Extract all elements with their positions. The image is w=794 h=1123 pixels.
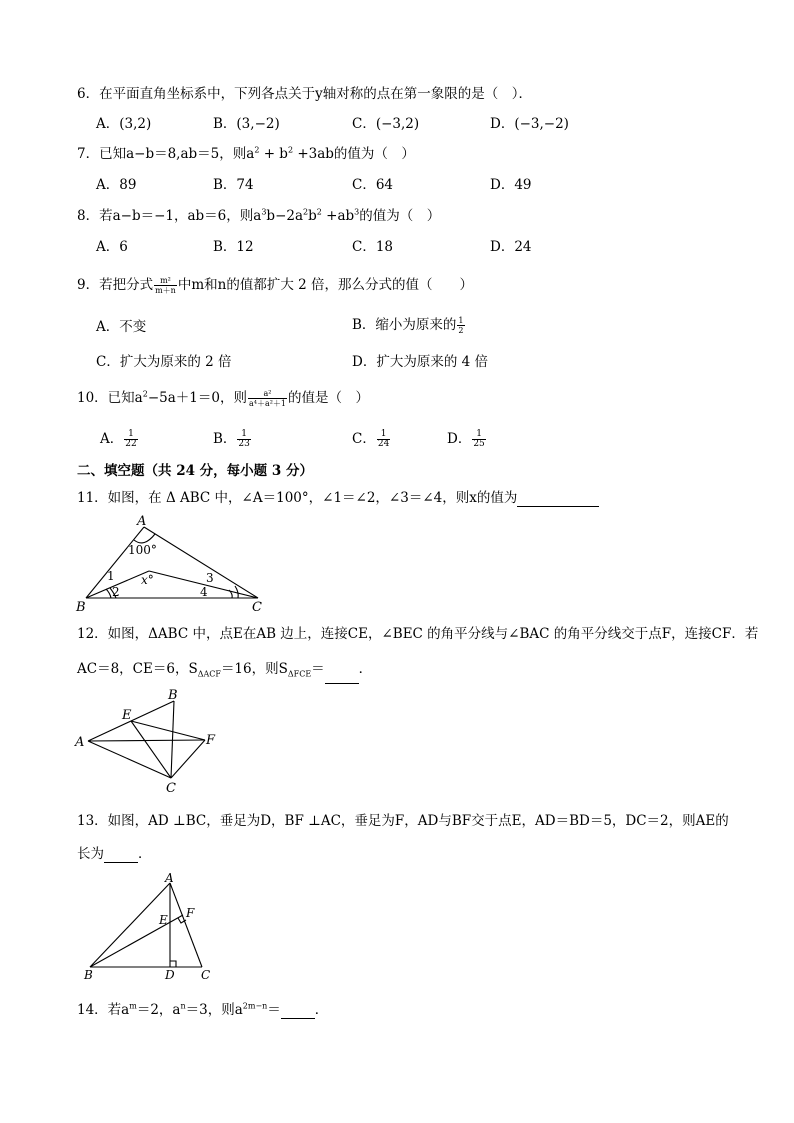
q12-label-a: A xyxy=(75,735,85,750)
q11-label-a: A xyxy=(137,514,147,529)
q11-triangle-figure xyxy=(70,510,270,615)
q6-option-d: D．(−3,−2) xyxy=(490,116,569,132)
q10-option-a: A． $\frac{1}{22}$ xyxy=(100,429,137,449)
q10-fraction: $\frac{\text{a²}}{\text{a⁴＋a²＋1}}$ xyxy=(248,389,287,408)
q12-label-e: E xyxy=(122,708,132,723)
q9-option-c: C．扩大为原来的 2 倍 xyxy=(96,354,232,370)
q12-answer-blank[interactable] xyxy=(325,669,359,684)
q13-label-c: C xyxy=(201,968,211,982)
question-6-stem: 6．在平面直角坐标系中，下列各点关于y轴对称的点在第一象限的是（ ）． xyxy=(77,86,532,102)
q7-option-b: B．74 xyxy=(213,177,254,193)
question-11-stem: 11．如图，在 Δ ABC 中，∠A＝100°，∠1＝∠2，∠3＝∠4，则x的值为 xyxy=(77,489,599,507)
q11-angle-x-label: x° xyxy=(141,573,154,587)
q11-answer-blank[interactable] xyxy=(517,492,599,507)
question-10-stem: 10．已知$a^2-5a+1=0$，则 $\frac{\text{a²}}{\text{a⁴＋a²＋1}}$ 的值是（ ） xyxy=(77,389,370,408)
q6-option-b: B．(3,−2) xyxy=(213,116,280,132)
q9-option-d: D．扩大为原来的 4 倍 xyxy=(352,354,488,370)
q11-angle-1-label: 1 xyxy=(107,569,115,583)
q8-option-c: C．18 xyxy=(352,239,394,255)
q11-label-c: C xyxy=(252,600,262,615)
q13-label-d: D xyxy=(165,968,175,982)
q6-option-c: C．(−3,2) xyxy=(352,116,420,132)
q13-label-e: E xyxy=(159,913,168,927)
q7-option-c: C．64 xyxy=(352,177,394,193)
q7-option-d: D．49 xyxy=(490,177,532,193)
q13-label-b: B xyxy=(84,968,93,982)
section-heading-fill-in: 二、填空题（共 24 分，每小题 3 分） xyxy=(77,463,313,479)
q11-angle-2-label: 2 xyxy=(112,585,120,599)
question-8-stem: 8．若a−b＝−1，ab＝6，则$a^3b-2a^2b^2 +ab^3$的值为（ ） xyxy=(77,207,441,224)
q12-label-b: B xyxy=(168,688,178,703)
q11-label-b: B xyxy=(76,600,86,615)
q7-option-a: A．89 xyxy=(96,177,137,193)
q9-fraction: $\frac{\text{m²}}{m+n}$ xyxy=(155,276,176,295)
q13-answer-blank[interactable] xyxy=(104,848,138,863)
question-7-stem: 7．已知a−b＝8,ab＝5，则$a^2 + b^2 +3ab$的值为（ ） xyxy=(77,145,415,162)
q12-figure xyxy=(70,684,230,794)
q13-label-a: A xyxy=(165,872,174,885)
question-13-line-2: 长为 ． xyxy=(77,846,152,862)
question-9-stem: 9．若把分式 $\frac{\text{m²}}{m+n}$ 中m和n的值都扩大 2 倍，那么分式的值（ ） xyxy=(77,276,474,295)
question-12-line-1: 12．如图，ΔABC 中，点E在AB 边上，连接CE，∠BEC 的角平分线与∠BAC 的角平分线交于点F，连接CF．若 xyxy=(77,626,759,642)
q8-option-d: D．24 xyxy=(490,239,532,255)
q13-figure xyxy=(80,872,220,984)
q10-option-b: B． $\frac{1}{23}$ xyxy=(213,429,250,449)
q14-answer-blank[interactable] xyxy=(281,1004,315,1019)
q6-option-a: A．(3,2) xyxy=(96,116,152,132)
q10-option-d: D． $\frac{1}{25}$ xyxy=(447,429,485,449)
q12-label-c: C xyxy=(166,781,176,794)
q10-option-c: C． $\frac{1}{24}$ xyxy=(352,429,390,449)
q8-option-a: A．6 xyxy=(96,239,128,255)
question-12-line-2: AC＝8，CE＝6，$S_{\Delta ACF}=16$，则$S_{\Delta FCE}=$ ． xyxy=(77,660,372,684)
q12-label-f: F xyxy=(206,733,216,748)
q9-option-b: B．缩小为原来的 $\frac{1}{2}$ xyxy=(352,316,464,335)
q11-angle-4-label: 4 xyxy=(200,585,208,599)
q13-label-f: F xyxy=(186,906,195,920)
q11-angle-3-label: 3 xyxy=(206,571,214,585)
q11-angle-a-label: 100° xyxy=(128,543,157,557)
q8-option-b: B．12 xyxy=(213,239,254,255)
question-14-stem: 14．若$a^m=2$，$a^n=3$，则$a^{2m-n}=$ ． xyxy=(77,1001,329,1018)
q9-option-a: A．不变 xyxy=(96,319,147,335)
question-13-line-1: 13．如图，AD ⊥BC，垂足为D，BF ⊥AC，垂足为F，AD与BF交于点E，AD＝BD＝5，DC＝2，则AE的 xyxy=(77,813,729,829)
